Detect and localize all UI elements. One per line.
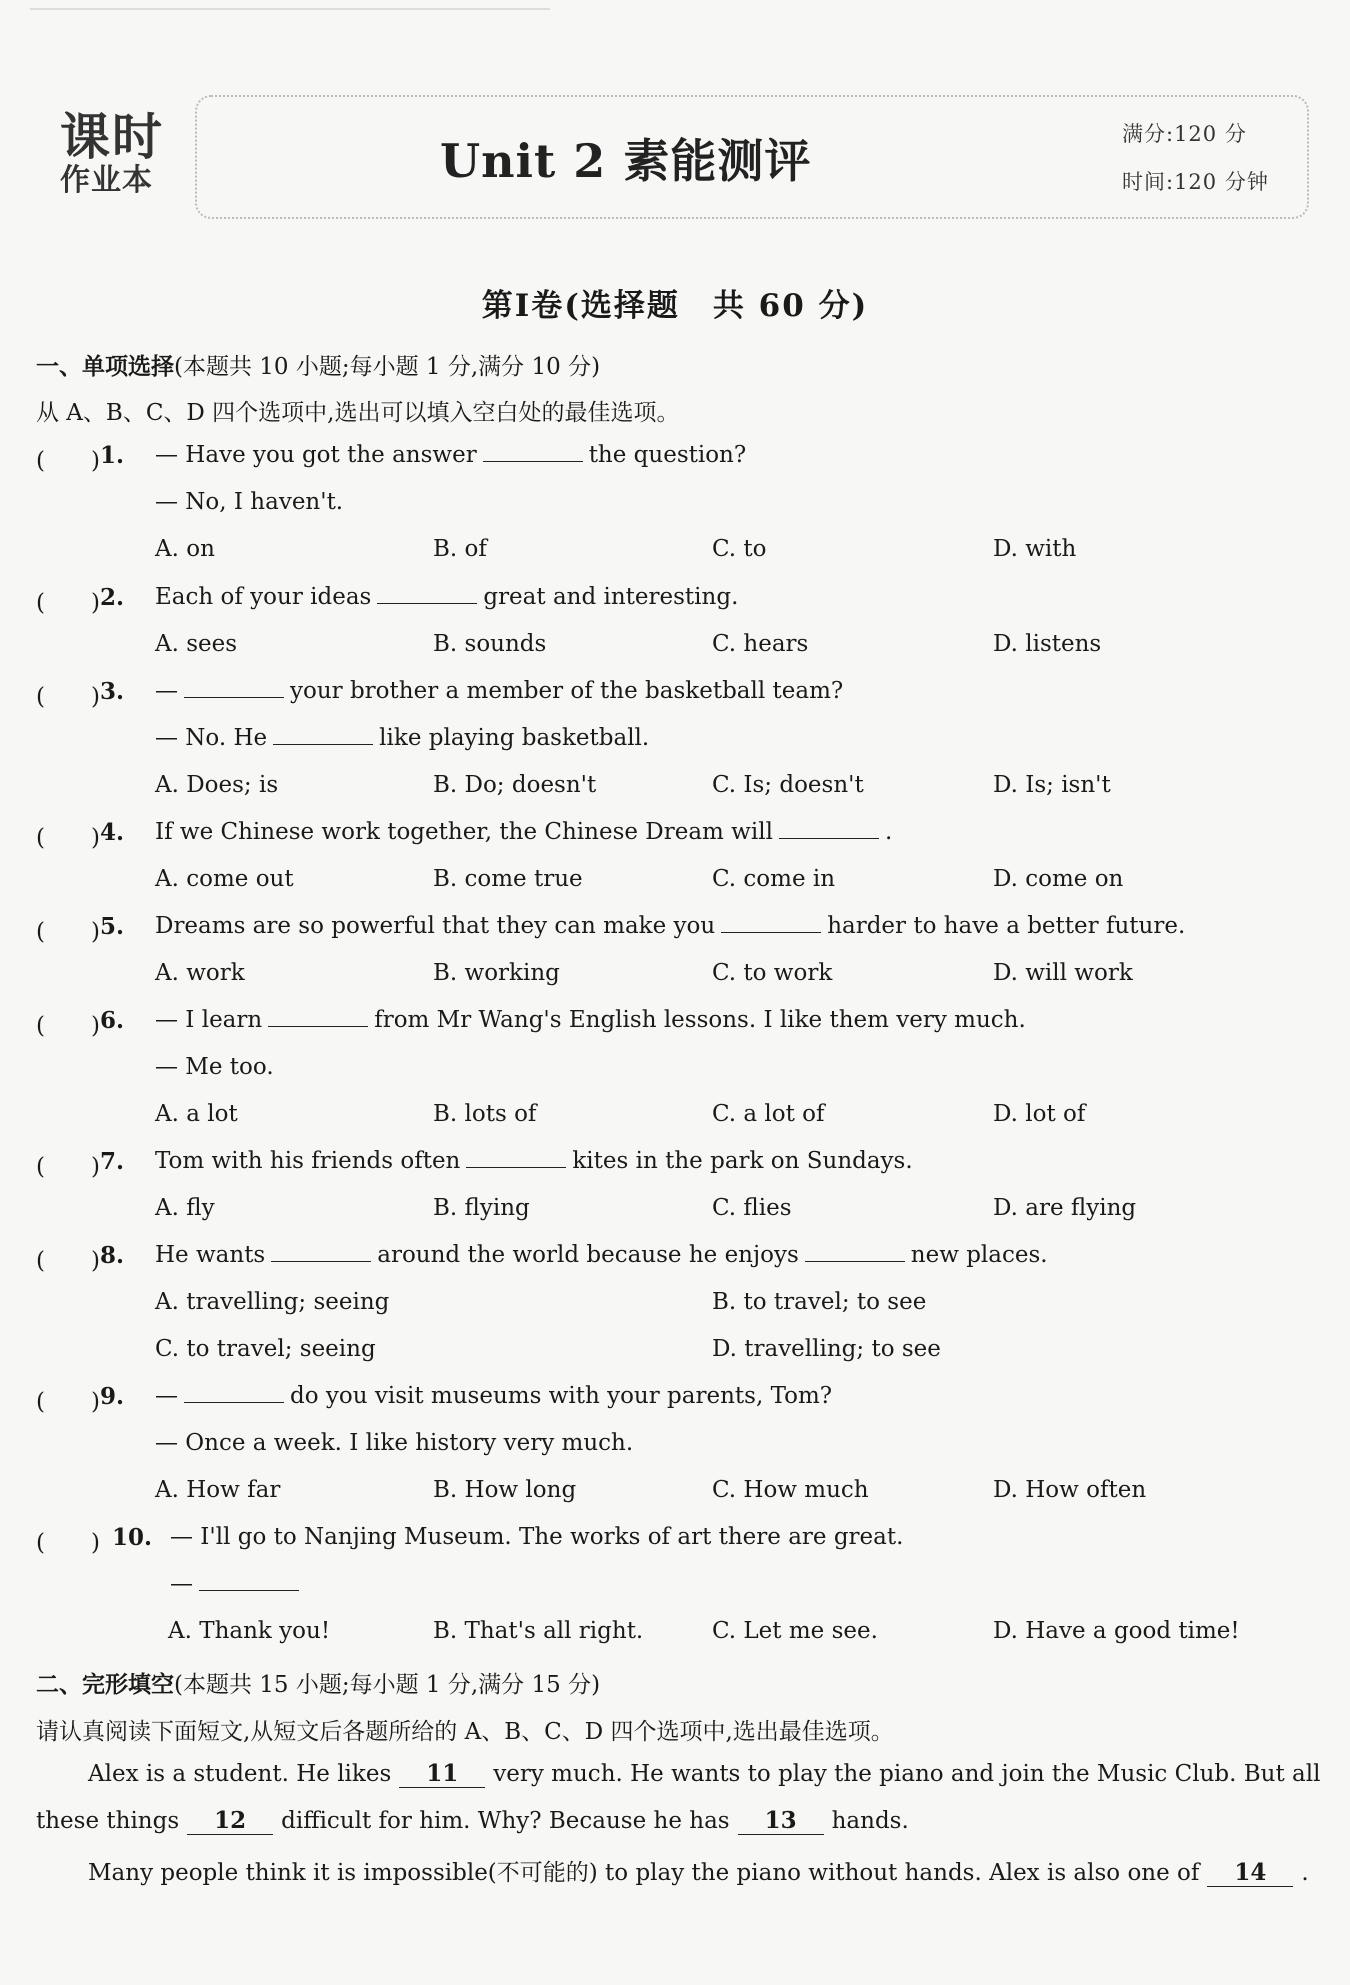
part2-heading-label: 二、完形填空: [36, 1671, 174, 1698]
question-text-part: the question?: [588, 442, 747, 468]
passage-line-3: [88, 1854, 1309, 1887]
logo-top-text: 课时: [60, 108, 164, 166]
option-c: C. to travel; seeing: [155, 1336, 376, 1362]
question-text-part: great and interesting.: [483, 584, 739, 610]
question-text-part: He wants: [155, 1242, 266, 1268]
option-b: B. working: [433, 960, 560, 986]
answer-blank: [779, 820, 879, 839]
option-c: C. How much: [712, 1477, 869, 1503]
passage-text: Alex is a student. He likes: [88, 1761, 392, 1787]
logo-bottom-text: 作业本: [60, 163, 153, 198]
answer-bracket[interactable]: ( ): [36, 1530, 100, 1556]
section-title: 第Ⅰ卷(选择题 共 60 分): [481, 288, 869, 324]
question-text-part: from Mr Wang's English lessons. I like them very much.: [374, 1007, 1026, 1033]
option-a: A. Does; is: [155, 772, 279, 798]
answer-bracket[interactable]: ( ): [36, 825, 100, 851]
answer-blank: [466, 1149, 566, 1168]
answer-bracket[interactable]: ( ): [36, 1154, 100, 1180]
option-b: B. lots of: [433, 1101, 537, 1127]
question-number: 7.: [100, 1148, 125, 1175]
option-c: C. Is; doesn't: [712, 772, 864, 798]
time-limit: 时间:120 分钟: [1122, 170, 1269, 194]
question-text-part: —: [155, 678, 178, 704]
question-text-part: kites in the park on Sundays.: [572, 1148, 913, 1174]
part1-instruction: 从 A、B、C、D 四个选项中,选出可以填入空白处的最佳选项。: [36, 400, 680, 426]
answer-blank: [377, 585, 477, 604]
option-b: B. flying: [433, 1195, 530, 1221]
part1-heading-label: 一、单项选择: [36, 353, 174, 380]
answer-bracket[interactable]: ( ): [36, 684, 100, 710]
passage-line-2: [36, 1807, 909, 1835]
question-text-part: —: [155, 1383, 178, 1409]
question-reply: — Me too.: [155, 1054, 274, 1080]
option-b: B. That's all right.: [433, 1618, 644, 1644]
answer-bracket[interactable]: ( ): [36, 1248, 100, 1274]
option-c: C. hears: [712, 631, 809, 657]
full-score: 满分:120 分: [1122, 122, 1247, 146]
option-b: B. to travel; to see: [712, 1289, 927, 1315]
option-a: A. sees: [155, 631, 238, 657]
question-reply: — Once a week. I like history very much.: [155, 1430, 634, 1456]
question-text-part: like playing basketball.: [379, 725, 650, 751]
option-a: A. How far: [155, 1477, 281, 1503]
part1-heading: [36, 348, 600, 381]
answer-blank: [483, 443, 583, 462]
part1-heading-note: (本题共 10 小题;每小题 1 分,满分 10 分): [174, 354, 601, 380]
option-d: D. travelling; to see: [712, 1336, 941, 1362]
passage-text: .: [1301, 1860, 1309, 1886]
question-text-part: Each of your ideas: [155, 584, 372, 610]
part2-heading-note: (本题共 15 小题;每小题 1 分,满分 15 分): [174, 1672, 601, 1698]
question-reply: — No, I haven't.: [155, 489, 344, 515]
question-text-part: Tom with his friends often: [155, 1148, 461, 1174]
answer-blank: [199, 1572, 299, 1591]
option-d: D. listens: [993, 631, 1102, 657]
question-text-part: new places.: [910, 1242, 1048, 1268]
answer-blank: [271, 1243, 371, 1262]
option-d: D. Is; isn't: [993, 772, 1111, 798]
question-text: [155, 1007, 1026, 1033]
question-text-part: your brother a member of the basketball team?: [290, 678, 844, 704]
answer-blank: [184, 1384, 284, 1403]
question-number: 4.: [100, 819, 125, 846]
answer-blank: [721, 914, 821, 933]
option-a: A. fly: [155, 1195, 215, 1221]
numbered-blank-12[interactable]: 12: [187, 1807, 273, 1835]
option-d: D. will work: [993, 960, 1133, 986]
question-text: [155, 678, 843, 704]
question-text-part: around the world because he enjoys: [377, 1242, 799, 1268]
passage-text: hands.: [831, 1808, 909, 1834]
option-b: B. Do; doesn't: [433, 772, 597, 798]
passage-text: difficult for him. Why? Because he has: [281, 1808, 730, 1834]
publisher-logo: [60, 110, 180, 198]
answer-blank: [184, 679, 284, 698]
numbered-blank-14[interactable]: 14: [1207, 1859, 1293, 1887]
option-b: B. sounds: [433, 631, 547, 657]
numbered-blank-13[interactable]: 13: [738, 1807, 824, 1835]
answer-blank: [805, 1243, 905, 1262]
question-text: — I'll go to Nanjing Museum. The works of art there are great.: [170, 1524, 904, 1550]
question-number: 3.: [100, 678, 125, 705]
question-reply: [155, 725, 649, 751]
passage-text: very much. He wants to play the piano and join the Music Club. But all: [493, 1761, 1321, 1787]
question-text: [155, 1383, 832, 1409]
question-reply: [170, 1571, 305, 1597]
answer-bracket[interactable]: ( ): [36, 590, 100, 616]
question-text-part: — Have you got the answer: [155, 442, 477, 468]
unit-title: Unit 2 素能测评: [440, 134, 812, 188]
option-a: A. on: [155, 536, 215, 562]
question-text-part: —: [170, 1571, 193, 1597]
option-b: B. come true: [433, 866, 583, 892]
answer-bracket[interactable]: ( ): [36, 919, 100, 945]
option-a: A. work: [155, 960, 245, 986]
question-text: [155, 442, 746, 468]
option-d: D. How often: [993, 1477, 1147, 1503]
option-d: D. with: [993, 536, 1077, 562]
part2-instruction: 请认真阅读下面短文,从短文后各题所给的 A、B、C、D 四个选项中,选出最佳选项。: [36, 1719, 894, 1745]
option-a: A. a lot: [155, 1101, 238, 1127]
question-number: 10.: [112, 1524, 153, 1551]
option-a: A. come out: [155, 866, 294, 892]
question-text-part: If we Chinese work together, the Chinese Dream will: [155, 819, 773, 845]
question-text-part: Dreams are so powerful that they can make you: [155, 913, 716, 939]
option-a: A. Thank you!: [168, 1618, 331, 1644]
question-text: [155, 584, 738, 610]
option-d: D. Have a good time!: [993, 1618, 1240, 1644]
question-text-part: — No. He: [155, 725, 268, 751]
option-d: D. are flying: [993, 1195, 1137, 1221]
option-c: C. a lot of: [712, 1101, 825, 1127]
option-c: C. come in: [712, 866, 836, 892]
answer-bracket[interactable]: ( ): [36, 1389, 100, 1415]
top-divider: [30, 8, 550, 10]
option-b: B. How long: [433, 1477, 577, 1503]
question-number: 8.: [100, 1242, 125, 1269]
option-d: D. lot of: [993, 1101, 1086, 1127]
option-b: B. of: [433, 536, 487, 562]
question-text-part: harder to have a better future.: [827, 913, 1186, 939]
answer-blank: [268, 1008, 368, 1027]
question-text-part: — I learn: [155, 1007, 263, 1033]
question-text: [155, 913, 1185, 939]
question-text: [155, 819, 892, 845]
numbered-blank-11[interactable]: 11: [399, 1760, 485, 1788]
answer-bracket[interactable]: ( ): [36, 1013, 100, 1039]
option-a: A. travelling; seeing: [155, 1289, 390, 1315]
question-number: 5.: [100, 913, 125, 940]
option-c: C. flies: [712, 1195, 792, 1221]
option-c: C. to: [712, 536, 767, 562]
question-number: 2.: [100, 584, 125, 611]
option-d: D. come on: [993, 866, 1124, 892]
part2-heading: [36, 1666, 600, 1699]
question-text: [155, 1242, 1048, 1268]
answer-blank: [273, 726, 373, 745]
question-number: 1.: [100, 442, 125, 469]
question-text-part: do you visit museums with your parents, Tom?: [290, 1383, 833, 1409]
option-c: C. Let me see.: [712, 1618, 878, 1644]
answer-bracket[interactable]: ( ): [36, 448, 100, 474]
passage-text: Many people think it is impossible(不可能的) to play the piano without hands. Alex is also one of: [88, 1860, 1200, 1886]
option-c: C. to work: [712, 960, 833, 986]
passage-line-1: [88, 1760, 1320, 1788]
question-text-part: .: [884, 819, 893, 845]
question-number: 9.: [100, 1383, 125, 1410]
question-text: [155, 1148, 913, 1174]
passage-text: these things: [36, 1808, 180, 1834]
question-number: 6.: [100, 1007, 125, 1034]
